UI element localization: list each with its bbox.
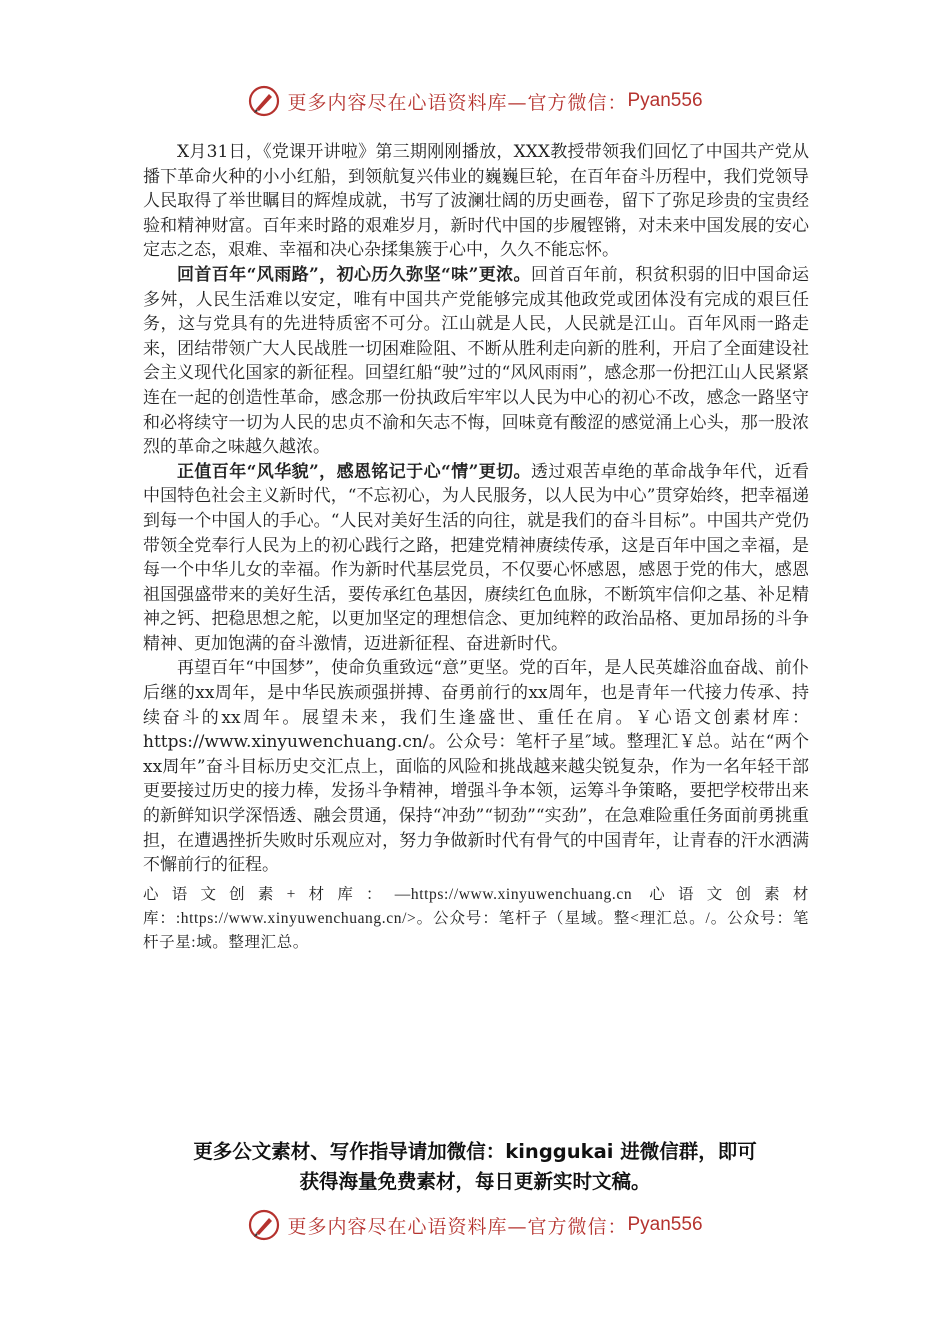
- banner-wechat-id: Pyan556: [627, 90, 703, 111]
- paragraph-4-text: 再望百年“中国梦”，使命负重致远“意”更坚。党的百年，是人民英雄浴血奋战、前仆后继的xx周年，是中华民族顽强拼搏、奋勇前行的xx周年，也是青年一代接力传承、持续奋斗的xx周年。展望未来，我们生逢盛世、重任在肩。￥心语文创素材库：https://www.xinyuwenchuang.cn/。公众号：笔杆子星″域。整理汇￥总。站在“两个xx周年”奋斗目标历史交汇点上，面临的风险和挑战越来越尖锐复杂，作为一名年轻干部更要接过历史的接力棒，发扬斗争精神，增强斗争本领，运筹斗争策略，要把学校带出来的新鲜知识学深悟透、融会贯通，保持“冲劲”“韧劲”“实劲”，在急难险重任务面前勇挑重担，在遭遇挫折失败时乐观应对，努力争做新时代有骨气的中国青年，让青春的汗水洒满不懈前行的征程。: [143, 658, 809, 876]
- pen-logo-icon: [247, 84, 281, 118]
- paragraph-4: [143, 656, 809, 877]
- banner-wechat-id: Pyan556: [627, 1214, 703, 1235]
- pen-logo-icon: [247, 1208, 281, 1242]
- paragraph-2: [143, 263, 809, 460]
- paragraph-1-text: X月31日，《党课开讲啦》第三期刚刚播放，XXX教授带领我们回忆了中国共产党从播下革命火种的小小红船，到领航复兴伟业的巍巍巨轮，在百年奋斗历程中，我们党领导人民取得了举世瞩目的辉煌成就，书写了波澜壮阔的历史画卷，留下了弥足珍贵的宝贵经验和精神财富。百年来时路的艰难岁月，新时代中国的步履铿锵，对未来中国发展的安心定志之态，艰难、幸福和决心杂揉集簇于心中，久久不能忘怀。: [143, 142, 809, 261]
- footer-promo: [130, 1137, 820, 1197]
- paragraph-2-lead: 回首百年“风雨路”，初心历久弥坚“味”更浓。: [177, 264, 531, 285]
- footer-line-2: 获得海量免费素材，每日更新实时文稿。: [299, 1170, 651, 1193]
- footer-banner: [0, 1208, 950, 1242]
- paragraph-1: [143, 140, 809, 263]
- banner-text: 更多内容尽在心语资料库—官方微信：: [287, 91, 628, 114]
- paragraph-2-text: 回首百年前，积贫积弱的旧中国命运多舛，人民生活难以安定，唯有中国共产党能够完成其他政党或团体没有完成的艰巨任务，这与党具有的先进特质密不可分。江山就是人民，人民就是江山。百年风雨一路走来，团结带领广大人民战胜一切困难险阻、不断从胜利走向新的胜利，开启了全面建设社会主义现代化国家的新征程。回望红船“驶”过的“风风雨雨”，感念那一份把江山人民紧紧连在一起的创造性革命，感念那一份执政后牢牢以人民为中心的初心不改，感念一路坚守和必将续守一切为人民的忠贞不渝和矢志不悔，回味竟有酸涩的感觉涌上心头，那一股浓烈的革命之味越久越浓。: [143, 264, 809, 458]
- paragraph-3-lead: 正值百年“风华貌”，感恩铭记于心“情”更切。: [177, 461, 531, 482]
- paragraph-3-text: 透过艰苦卓绝的革命战争年代，近看中国特色社会主义新时代，“不忘初心，为人民服务，以人民为中心”贯穿始终，把幸福递到每一个中国人的手心。“人民对美好生活的向往，就是我们的奋斗目标”。中国共产党仍带领全党奉行人民为上的初心践行之路，把建党精神赓续传承，这是百年中国之幸福，是每一个中华儿女的幸福。作为新时代基层党员，不仅要心怀感恩，感恩于党的伟大，感恩祖国强盛带来的美好生活，要传承红色基因，赓续红色血脉，不断筑牢信仰之基、补足精神之钙、把稳思想之舵，以更加坚定的理想信念、更加纯粹的政治品格、更加昂扬的斗争精神、更加饱满的奋斗激情，迈进新征程、奋进新时代。: [143, 461, 809, 654]
- footer-line-1: 更多公文素材、写作指导请加微信：kinggukai 进微信群，即可: [193, 1140, 757, 1163]
- header-banner: [0, 84, 950, 118]
- article-body: [143, 140, 809, 955]
- banner-text: 更多内容尽在心语资料库—官方微信：: [287, 1215, 628, 1238]
- paragraph-3: [143, 460, 809, 657]
- source-note: 心语文创素+材库：—https://www.xinyuwenchuang.cn 心语文创素材库：:https://www.xinyuwenchuang.cn/>。公众号：笔杆子（星域。整<理汇总。/。公众号：笔杆子星:域。整理汇总。: [143, 885, 809, 951]
